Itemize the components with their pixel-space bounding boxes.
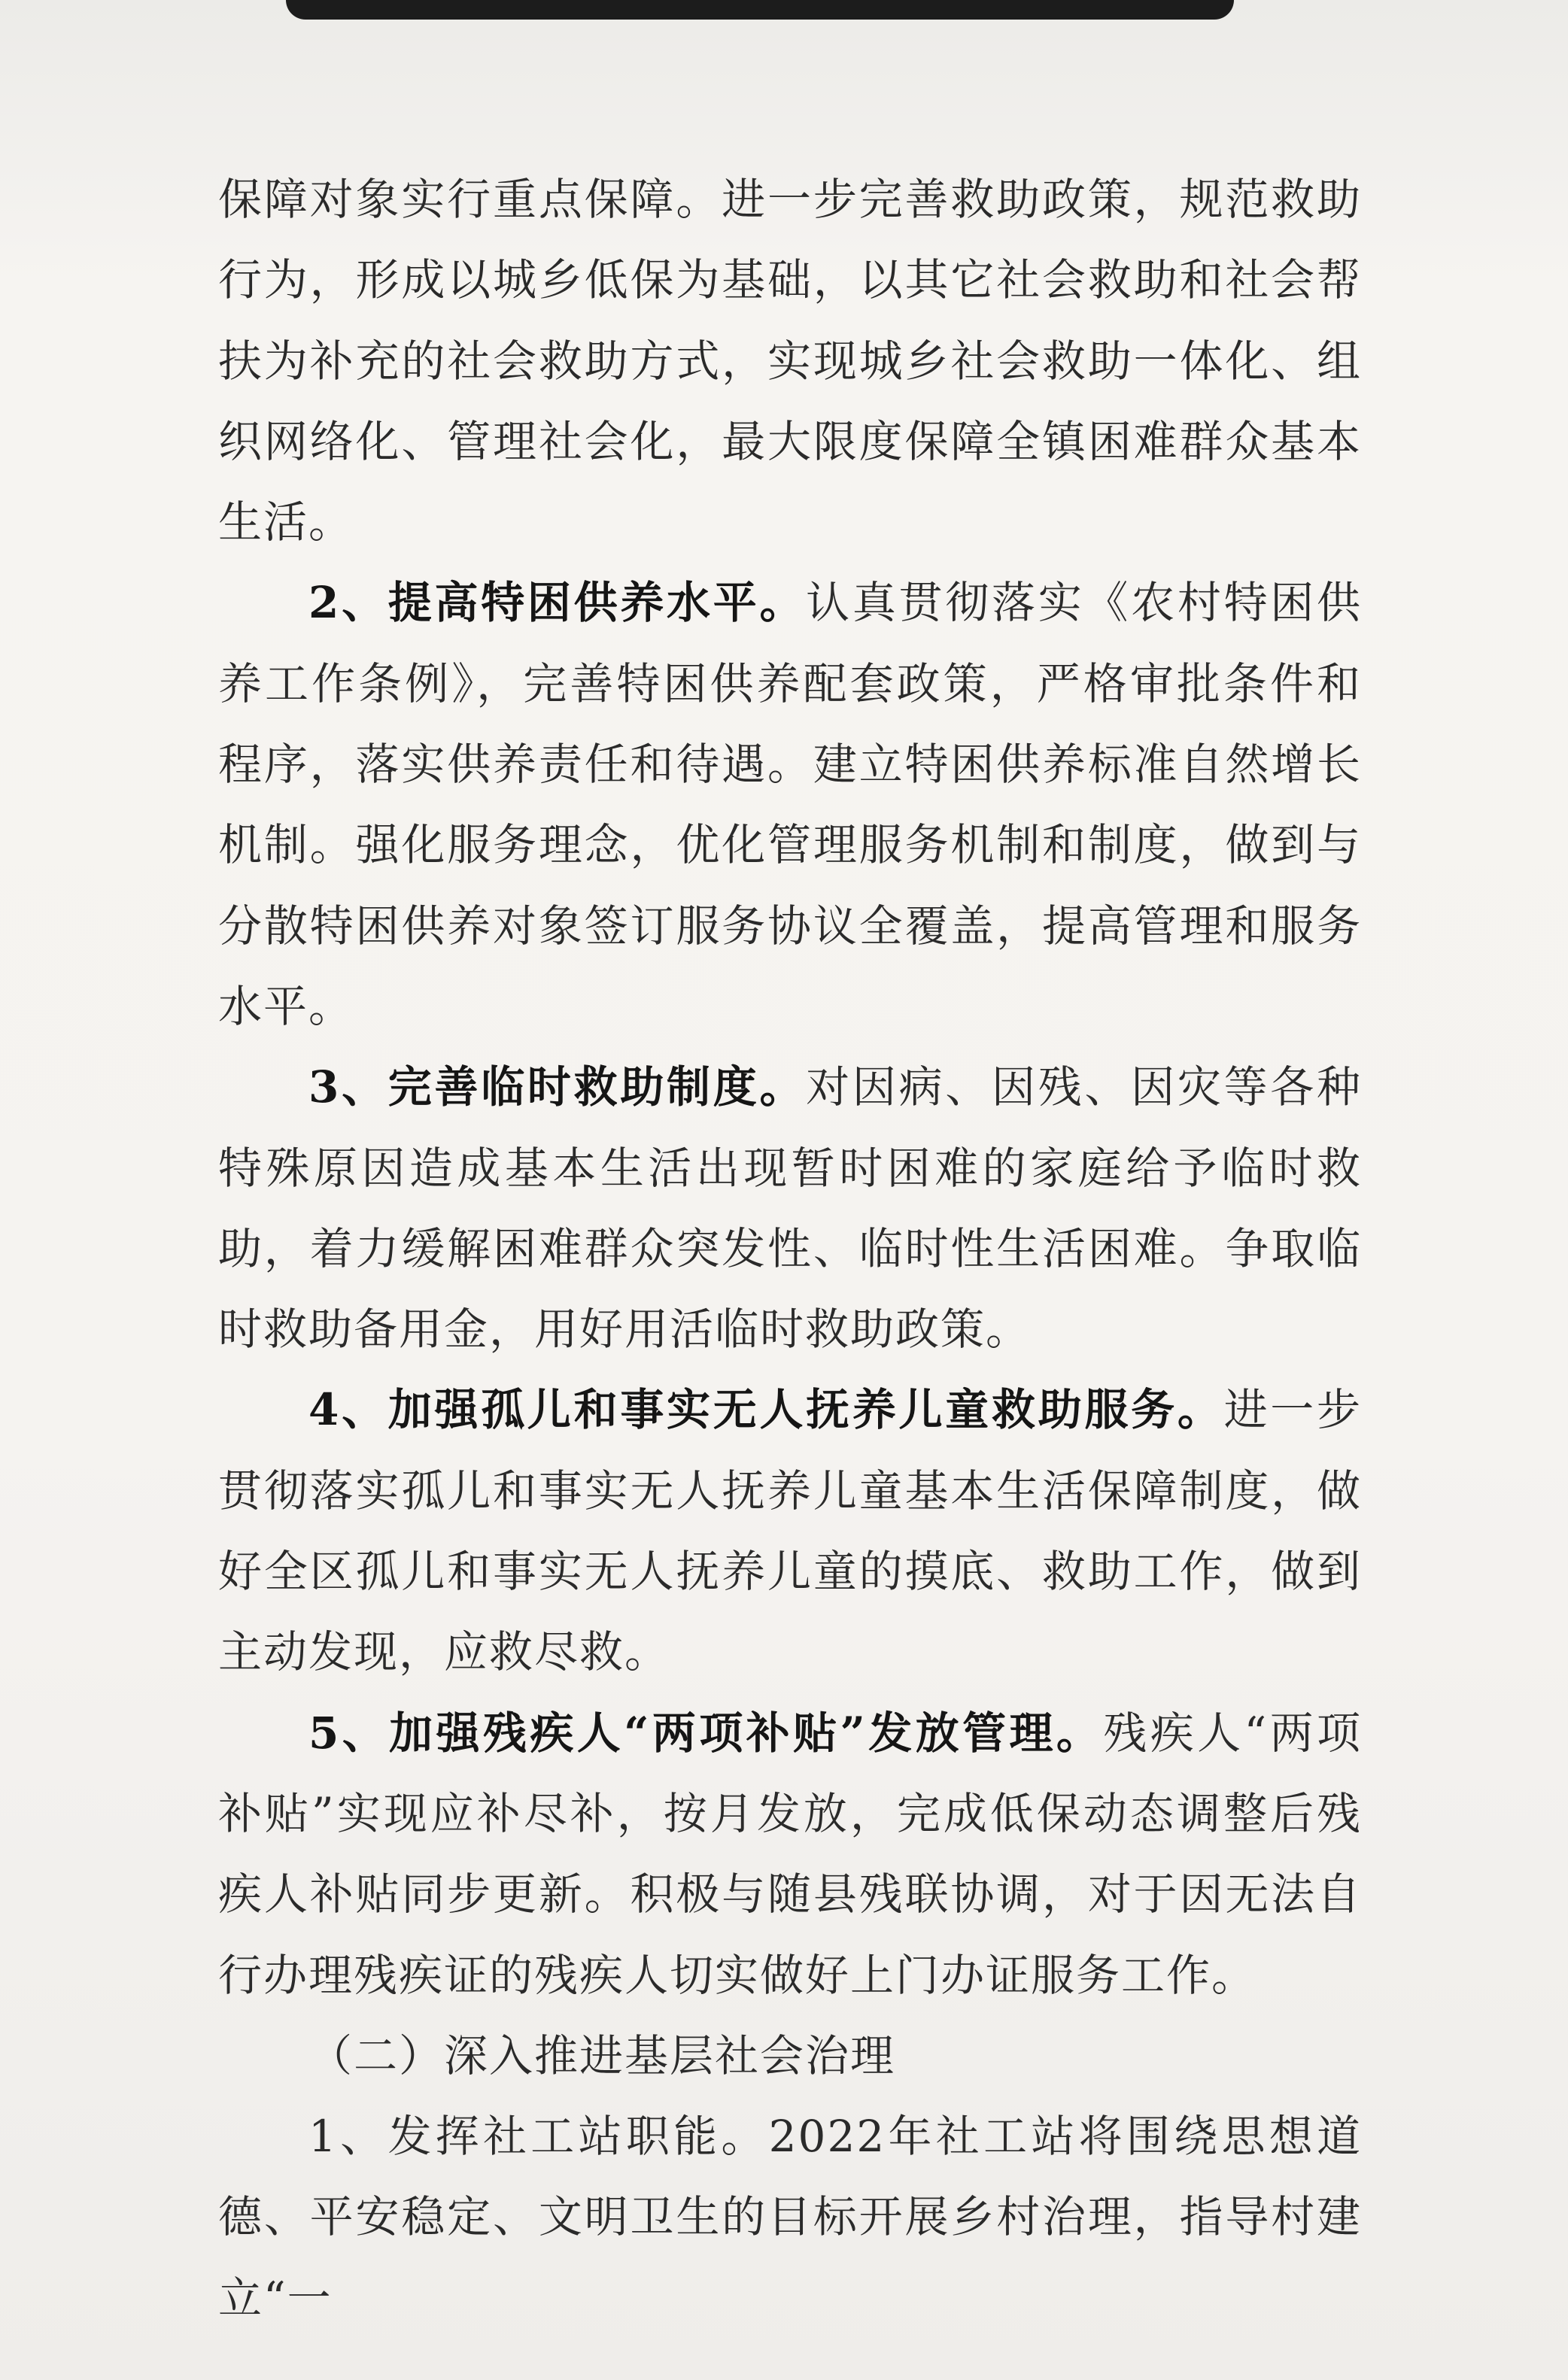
item-body-5: 残疾人“两项补贴”实现应补尽补，按月发放，完成低保动态调整后残疾人补贴同步更新。积极与随县残联协调，对于因无法自行办理残疾证的残疾人切实做好上门办证服务工作。 [218,1707,1362,2001]
item-body-2: 认真贯彻落实《农村特困供养工作条例》，完善特困供养配套政策，严格审批条件和程序，落实供养责任和待遇。建立特困供养标准自然增长机制。强化服务理念，优化管理服务机制和制度，做到与分散特困供养对象签订服务协议全覆盖，提高管理和服务水平。 [218,577,1362,1032]
item-heading-3: 3、完善临时救助制度。 [308,1061,807,1113]
item-body-3: 对因病、因残、因灾等各种特殊原因造成基本生活出现暂时困难的家庭给予临时救助，着力缓解困难群众突发性、临时性生活困难。争取临时救助备用金，用好用活临时救助政策。 [218,1061,1362,1355]
last-paragraph: 1、发挥社工站职能。2022年社工站将围绕思想道德、平安稳定、文明卫生的目标开展乡村治理，指导村建立“一 [218,2111,1362,2324]
item-paragraph-2 [218,563,1362,1047]
item-paragraph-3 [218,1047,1362,1370]
item-paragraph-4 [218,1370,1362,1692]
item-heading-2: 2、提高特困供养水平。 [308,577,807,629]
item-paragraph-5 [218,1693,1362,2016]
item-heading-5: 5、加强残疾人“两项补贴”发放管理。 [308,1707,1104,1759]
scan-edge-shadow [286,0,1234,20]
item-body-4: 进一步贯彻落实孤儿和事实无人抚养儿童基本生活保障制度，做好全区孤儿和事实无人抚养儿童的摸底、救助工作，做到主动发现，应救尽救。 [218,1384,1362,1678]
section-heading: （二）深入推进基层社会治理 [308,2029,896,2081]
intro-paragraph: 保障对象实行重点保障。进一步完善救助政策，规范救助行为，形成以城乡低保为基础，以其它社会救助和社会帮扶为补充的社会救助方式，实现城乡社会救助一体化、组织网络化、管理社会化，最大限度保障全镇困难群众基本生活。 [218,174,1362,548]
item-heading-4: 4、加强孤儿和事实无人抚养儿童救助服务。 [308,1384,1224,1436]
document-body [218,159,1362,2339]
